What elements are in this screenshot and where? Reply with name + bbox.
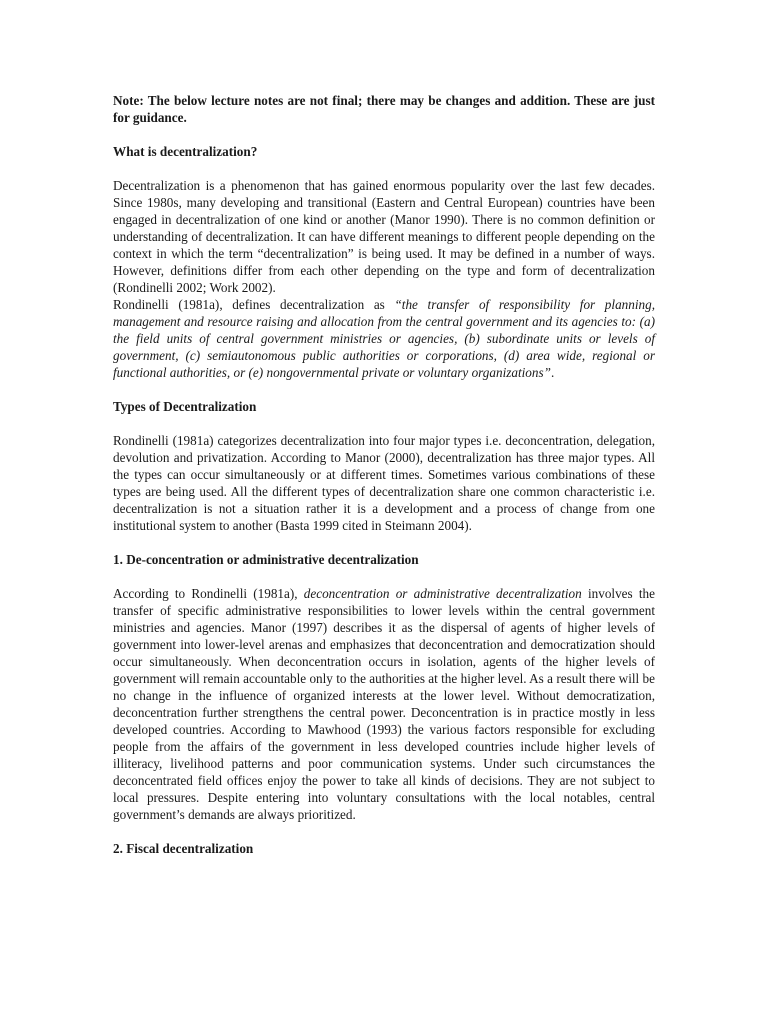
rondinelli-quote: “the transfer of responsibility for planning, management and resource raising and allocation from the central government and its agencies to: (a) the field units of central government ministries or agencies, (b) subordinate units or levels of government, (c) semiautonomous public authorities or corporations, (d) area wide, regional or functional authorities, or (e) nongovernmental private or voluntary organizations” xyxy=(113,297,655,380)
heading-deconcentration: 1. De-concentration or administrative decentralization xyxy=(113,552,419,567)
rondinelli-definition-paragraph xyxy=(113,296,655,381)
heading-fiscal-decentralization: 2. Fiscal decentralization xyxy=(113,841,254,856)
rondinelli-end: . xyxy=(550,365,555,380)
deconcentration-term: deconcentration or administrative decentralization xyxy=(303,586,582,601)
types-paragraph: Rondinelli (1981a) categorizes decentralization into four major types i.e. deconcentration, delegation, devolution and privatization. According to Manor (2000), decentralization has three major types. All the types can occur simultaneously or at different times. Sometimes various combinations of these types are being used. All the different types of decentralization share one common characteristic i.e. decentralization is not a situation rather it is a development and a process of change from one institutional system to another (Basta 1999 cited in Steimann 2004). xyxy=(113,433,655,533)
rondinelli-lead: Rondinelli (1981a), defines decentralization as xyxy=(113,297,395,312)
heading-what-is-decentralization: What is decentralization? xyxy=(113,144,258,159)
deconcentration-body: involves the transfer of specific administrative responsibilities to lower levels within the central government ministries and agencies. Manor (1997) describes it as the dispersal of agents of higher levels of government into lower-level arenas and emphasizes that deconcentration and democratization should occur simultaneously. When deconcentration occurs in isolation, agents of the higher levels of government will remain accountable only to the authorities at the higher level. As a result there will be no change in the influence of organized interests at the lower level. Without democratization, deconcentration further strengthens the central power. Deconcentration is in practice mostly in less developed countries. According to Mawhood (1993) the various factors responsible for excluding people from the affairs of the government in less developed countries include higher levels of illiteracy, livelihood patterns and poor communication systems. Under such circumstances the deconcentrated field offices enjoy the power to take all kinds of decisions. They are not subject to local pressures. Despite entering into voluntary consultations with the local notables, central government’s demands are always prioritized. xyxy=(113,586,655,822)
heading-types-of-decentralization: Types of Decentralization xyxy=(113,399,257,414)
document-page xyxy=(113,92,655,874)
definition-paragraph: Decentralization is a phenomenon that has gained enormous popularity over the last few decades. Since 1980s, many developing and transitional (Eastern and Central European) countries have been engaged in decentralization of one kind or another (Manor 1990). There is no common definition or understanding of decentralization. It can have different meanings to different people depending on the context in which the term “decentralization” is being used. It may be defined in a number of ways. However, definitions differ from each other depending on the type and form of decentralization (Rondinelli 2002; Work 2002). xyxy=(113,178,655,295)
lecture-note: Note: The below lecture notes are not final; there may be changes and addition. These are just for guidance. xyxy=(113,93,655,125)
deconcentration-paragraph xyxy=(113,585,655,823)
deconcentration-lead: According to Rondinelli (1981a), xyxy=(113,586,304,601)
